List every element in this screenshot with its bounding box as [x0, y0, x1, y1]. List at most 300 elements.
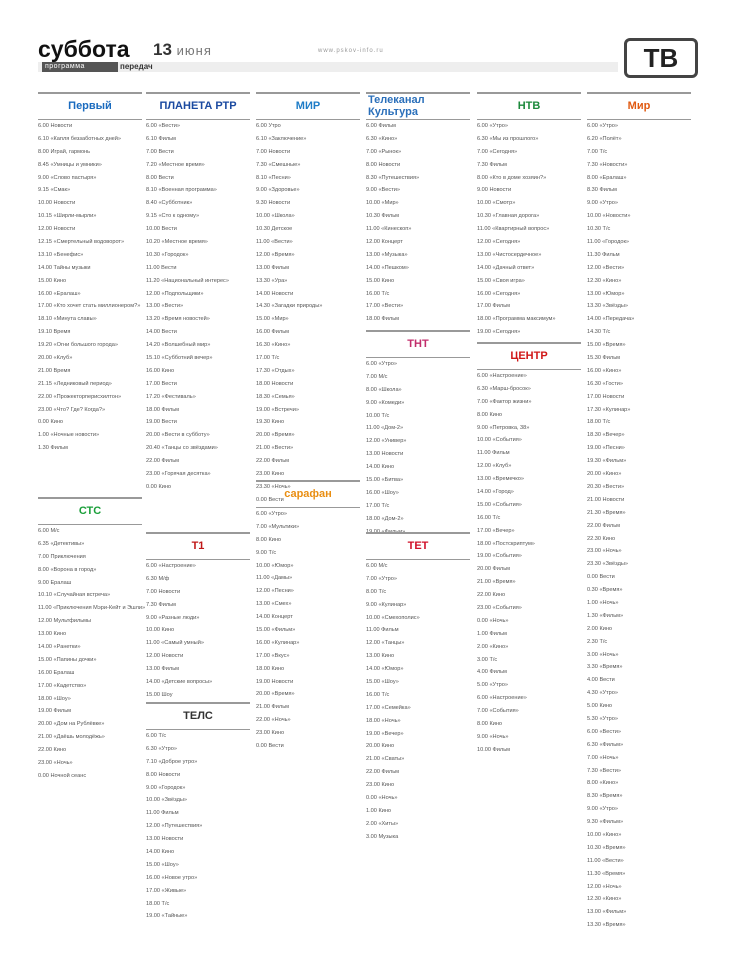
program-item: 17.20 «Фестиваль»: [146, 393, 196, 400]
program-item: 22.00 «Прожекторперисхилтон»: [38, 393, 122, 400]
program-item: 19.00 «Песни»: [587, 445, 625, 452]
channel-logo: ПЛАНЕТА РТР: [159, 100, 237, 112]
program-item: 10.30 «Городок»: [146, 251, 189, 258]
program-item: 20.40 «Танцы со звёздами»: [146, 445, 218, 452]
program-item: 17.00 Новости: [587, 393, 625, 400]
column-rule: [146, 702, 250, 704]
program-list: [477, 122, 581, 342]
program-item: 14.00 Кино: [366, 464, 395, 471]
channel-column: [256, 92, 360, 922]
program-item: 21.15 «Ледниковый период»: [38, 380, 112, 387]
program-item: 14.30 Т/с: [587, 329, 611, 336]
program-item: 13.00 Кино: [366, 653, 395, 660]
program-item: 6.00 «Утро»: [587, 123, 619, 129]
program-item: 6.30 М/ф: [146, 575, 170, 582]
program-item: 13.00 Новости: [366, 451, 404, 458]
program-item: 9.00 «Разные люди»: [146, 614, 200, 621]
program-item: 6.10 Фильм: [146, 135, 176, 142]
program-item: 14.00 Концерт: [256, 614, 293, 621]
column-rule: [477, 369, 581, 370]
column-rule: [587, 92, 691, 94]
date: [153, 40, 212, 60]
program-item: 8.00 «Ворона в город»: [38, 566, 97, 573]
program-item: 17.00 «Вести»: [366, 303, 404, 310]
program-item: 15.30 Фильм: [587, 355, 620, 362]
program-item: 23.00 «Ночь»: [38, 760, 73, 767]
program-item: 14.00 «Передача»: [587, 316, 635, 323]
program-item: 18.00 Фильм: [146, 406, 179, 413]
program-item: 8.00 «Кто в доме хозяин?»: [477, 174, 547, 181]
program-item: 20.30 «Вести»: [587, 483, 625, 490]
program-item: 12.00 «Клуб»: [477, 463, 512, 470]
program-item: 7.00 «Фактор жизни»: [477, 398, 532, 405]
program-item: 21.00 «Время»: [477, 579, 516, 586]
program-item: 23.00 Кино: [256, 730, 285, 737]
column-rule: [256, 119, 360, 120]
program-item: 19.00 «Сегодня»: [477, 329, 521, 336]
program-item: 11.00 Фильм: [366, 627, 399, 634]
channel-column: [146, 92, 250, 922]
program-item: 13.00 «Чистосердечное»: [477, 251, 542, 258]
column-rule: [366, 357, 470, 358]
program-item: 7.30 «Вести»: [587, 767, 621, 774]
program-item: 6.00 «Вести»: [146, 123, 180, 129]
program-item: 8.00 «Ералаш»: [587, 174, 627, 181]
program-item: 1.00 Фильм: [477, 630, 507, 637]
program-item: 3.00 «Ночь»: [587, 651, 619, 658]
program-item: 10.00 Фильм: [477, 746, 510, 753]
program-item: 6.00 «Вести»: [587, 728, 621, 735]
program-item: 9.00 «Вести»: [366, 187, 400, 194]
channel-column: [587, 92, 691, 929]
program-item: 22.00 Кино: [477, 592, 506, 599]
column-rule: [256, 480, 360, 482]
program-item: 13.10 «Бенефис»: [38, 251, 84, 258]
program-item: 11.30 Фильм: [587, 251, 620, 258]
program-item: 22.30 Кино: [587, 535, 616, 542]
program-item: 14.00 Тайны музыки: [38, 264, 91, 271]
program-item: 18.00 «Программа максимум»: [477, 316, 556, 323]
program-item: 10.00 Кино: [146, 627, 175, 634]
program-item: 8.10 «Песни»: [256, 174, 291, 181]
program-item: 23.30 «Ночь»: [256, 483, 291, 490]
program-item: 19.00 «Встречи»: [256, 406, 299, 413]
program-item: 11.00 «Приключения Мэри-Кейт и Эшли»: [38, 605, 146, 612]
program-item: 6.10 «Заключение»: [256, 135, 307, 142]
program-item: 10.10 «Случайная встреча»: [38, 592, 111, 599]
program-item: 16.30 «Кино»: [256, 342, 291, 349]
column-rule: [477, 342, 581, 344]
program-item: 12.00 «Песни»: [256, 588, 294, 595]
program-item: 14.20 «Волшебный мир»: [146, 342, 211, 349]
program-item: 6.00 Т/с: [146, 733, 167, 739]
program-item: 8.00 Кино: [477, 411, 503, 418]
program-item: 4.00 Вести: [587, 677, 615, 684]
program-item: 1.00 «Ночь»: [587, 599, 619, 606]
program-item: 11.00 Фильм: [146, 810, 179, 817]
program-item: 11.30 «Время»: [587, 870, 626, 877]
channel-logo: ЦЕНТР: [510, 350, 548, 362]
program-item: 11.00 «Квартирный вопрос»: [477, 226, 550, 233]
program-item: 14.30 «Загадки природы»: [256, 303, 323, 310]
program-item: 17.00 Т/с: [366, 502, 390, 509]
program-item: 8.00 Новости: [146, 771, 181, 778]
program-item: 7.00 Новости: [146, 588, 181, 595]
channel-logo: Мир: [627, 100, 651, 112]
program-item: 7.00 «Ночь»: [587, 754, 619, 761]
program-item: 9.00 Ералаш: [38, 579, 72, 586]
program-item: 9.30 Новости: [256, 200, 291, 207]
channel-logo: СТС: [78, 505, 102, 517]
column-rule: [38, 119, 142, 120]
program-item: 16.00 «Новое утро»: [146, 874, 198, 881]
program-item: 9.00 Новости: [477, 187, 512, 194]
program-item: 8.00 Вести: [146, 174, 174, 181]
program-item: 10.00 «Смехополис»: [366, 614, 420, 621]
program-item: 20.00 Фильм: [477, 566, 510, 573]
program-list: [146, 122, 250, 542]
program-item: 12.30 «Кино»: [587, 896, 622, 903]
program-item: 12.15 «Смертельный водоворот»: [38, 239, 125, 246]
channel-logo: Телеканал Культура: [368, 94, 425, 118]
program-item: 21.00 Новости: [587, 496, 625, 503]
program-item: 15.00 «Шоу»: [366, 679, 399, 686]
program-item: 15.00 Кино: [366, 277, 395, 284]
program-item: 7.00 Вести: [146, 148, 174, 155]
program-item: 6.00 «Утро»: [477, 123, 509, 129]
program-item: 6.30 «Утро»: [146, 745, 178, 752]
program-item: 14.00 Новости: [256, 290, 294, 297]
program-item: 15.00 Шоу: [146, 691, 173, 698]
program-item: 5.30 «Утро»: [587, 715, 619, 722]
program-item: 11.00 «Кинескоп»: [366, 226, 412, 233]
program-item: 12.00 Новости: [146, 653, 184, 660]
column-rule: [146, 532, 250, 534]
program-item: 18.00 Новости: [256, 380, 294, 387]
program-item: 5.00 Кино: [587, 703, 613, 710]
program-item: 9.00 «Утро»: [587, 806, 619, 813]
channel-logo: ТНТ: [407, 338, 429, 350]
program-item: 10.00 «События»: [477, 437, 522, 444]
program-item: 12.00 «Универ»: [366, 438, 407, 445]
program-item: 0.30 «Время»: [587, 587, 623, 594]
program-item: 6.00 «Настроение»: [146, 563, 196, 569]
program-item: 1.30 Фильм: [38, 445, 68, 452]
program-item: 16.00 Т/с: [366, 290, 390, 297]
program-item: 8.30 «Время»: [587, 793, 623, 800]
program-item: 9.00 «Здоровье»: [256, 187, 300, 194]
column-rule: [146, 92, 250, 94]
program-item: 13.30 «Время»: [587, 922, 626, 929]
program-item: 18.00 Т/с: [146, 900, 170, 907]
date-month: июня: [176, 43, 212, 58]
channel-logo: сарафан: [284, 488, 332, 500]
date-number: 13: [153, 40, 172, 59]
program-item: 10.30 «Время»: [587, 844, 626, 851]
program-item: 15.00 «Мир»: [256, 316, 289, 323]
program-item: 15.10 «Субботний вечер»: [146, 355, 213, 362]
program-item: 4.30 «Утро»: [587, 690, 619, 697]
program-list: [587, 122, 691, 929]
program-item: 13.00 «Юмор»: [587, 290, 625, 297]
program-item: 3.00 Т/с: [477, 656, 498, 663]
program-item: 8.10 «Военная программа»: [146, 187, 217, 194]
program-item: 11.00 «Городок»: [587, 239, 630, 246]
program-item: 17.00 «Вечер»: [477, 527, 515, 534]
program-item: 14.00 «Ранетки»: [38, 644, 81, 651]
program-item: 2.00 Кино: [587, 625, 613, 632]
program-item: 5.00 «Утро»: [477, 682, 509, 689]
program-item: 7.00 Приключения: [38, 553, 86, 560]
program-item: 13.00 «Фильм»: [587, 909, 627, 916]
program-item: 1.00 Кино: [366, 807, 392, 814]
program-item: 8.45 «Умницы и умники»: [38, 161, 102, 168]
program-item: 6.30 «Марш-бросок»: [477, 385, 531, 392]
program-item: 14.00 «Юмор»: [366, 666, 404, 673]
program-list: [477, 372, 581, 942]
program-item: 19.30 Кино: [256, 419, 285, 426]
program-item: 1.30 «Фильм»: [587, 612, 624, 619]
program-item: 9.00 «Петровка, 38»: [477, 424, 530, 431]
program-item: 13.00 «Музыка»: [366, 251, 408, 258]
program-item: 12.00 «Танцы»: [366, 640, 405, 647]
program-item: 16.00 «Кино»: [587, 367, 622, 374]
program-item: 15.00 «Папины дочки»: [38, 656, 97, 663]
column-rule: [38, 497, 142, 499]
program-item: 19.10 Время: [38, 329, 71, 336]
program-item: 12.00 Новости: [38, 226, 76, 233]
program-item: 6.00 «Настроение»: [477, 695, 527, 702]
program-item: 6.20 «Полёт»: [587, 135, 622, 142]
program-item: 22.00 Фильм: [587, 522, 620, 529]
channel-logo: Первый: [68, 100, 112, 112]
program-item: 22.00 Фильм: [366, 769, 399, 776]
program-item: 12.00 «Подпольщики»: [146, 290, 204, 297]
program-item: 18.30 «Вечер»: [587, 432, 625, 439]
program-item: 6.00 М/с: [38, 528, 60, 534]
program-item: 9.00 «Комеди»: [366, 399, 405, 406]
program-item: 7.30 Фильм: [146, 601, 176, 608]
program-item: 10.00 «Юмор»: [256, 562, 294, 569]
program-item: 21.00 Фильм: [256, 704, 289, 711]
program-item: 20.00 «Кино»: [587, 471, 622, 478]
program-item: 10.30 Фильм: [366, 213, 399, 220]
program-list: [366, 360, 470, 550]
program-item: 12.30 «Кино»: [587, 277, 622, 284]
program-item: 21.30 «Время»: [587, 509, 626, 516]
column-rule: [146, 559, 250, 560]
program-item: 1.00 «Ночные новости»: [38, 432, 100, 439]
program-item: 18.10 «Минута славы»: [38, 316, 97, 323]
program-list: [366, 562, 470, 942]
channel-logo: Т1: [191, 540, 205, 552]
program-item: 10.15 «Ширли-мырли»: [38, 213, 97, 220]
program-item: 0.00 «Ночь»: [477, 617, 509, 624]
program-item: 20.00 «Время»: [256, 432, 295, 439]
program-item: 7.00 «Утро»: [366, 575, 398, 582]
program-list: [366, 122, 470, 332]
program-item: 16.00 Фильм: [256, 329, 289, 336]
program-item: 8.30 Фильм: [587, 187, 617, 194]
program-item: 0.00 «Ночь»: [366, 795, 398, 802]
program-item: 16.00 «Шоу»: [366, 489, 399, 496]
program-item: 4.00 Фильм: [477, 669, 507, 676]
column-rule: [366, 532, 470, 534]
program-item: 6.30 «Фильм»: [587, 741, 624, 748]
program-item: 0.00 Вести: [256, 496, 284, 503]
program-item: 10.00 «Школа»: [256, 213, 295, 220]
program-item: 16.00 Кино: [146, 367, 175, 374]
column-rule: [256, 507, 360, 508]
program-item: 11.00 «Дамы»: [256, 575, 293, 582]
program-item: 6.00 «Утро»: [256, 511, 288, 517]
program-item: 8.00 Новости: [366, 161, 401, 168]
page-header: [38, 36, 698, 78]
program-item: 17.00 «Кадетство»: [38, 682, 87, 689]
channel-logo: ТЕЛС: [183, 710, 213, 722]
program-item: 6.30 «Кино»: [366, 135, 398, 142]
program-item: 17.00 Т/с: [256, 355, 280, 362]
program-item: 13.00 Кино: [38, 631, 67, 638]
program-item: 0.00 Кино: [146, 483, 172, 490]
program-item: 16.00 «Кулинар»: [256, 639, 300, 646]
program-item: 21.00 «Вести»: [256, 445, 294, 452]
program-item: 12.00 «Путешествия»: [146, 823, 203, 830]
program-list: [38, 122, 142, 492]
program-item: 12.00 Концерт: [366, 239, 403, 246]
program-item: 23.00 Кино: [366, 782, 395, 789]
program-item: 7.00 М/с: [366, 373, 388, 380]
program-item: 7.30 «Смешные»: [256, 161, 301, 168]
section-bar: [38, 62, 618, 72]
channel-logo: НТВ: [517, 100, 541, 112]
program-item: 0.00 Кино: [38, 419, 64, 426]
program-item: 11.00 «Самый умный»: [146, 640, 204, 647]
program-item: 16.00 «Ералаш»: [38, 290, 81, 297]
section-label: программа: [42, 62, 118, 72]
program-item: 20.00 Кино: [366, 743, 395, 750]
program-item: 10.30 Детское: [256, 226, 293, 233]
program-item: 21.00 «Сваты»: [366, 756, 405, 763]
program-item: 6.00 «Утро»: [366, 361, 398, 367]
program-item: 22.00 Кино: [38, 747, 67, 754]
column-rule: [477, 119, 581, 120]
program-item: 13.20 «Время новостей»: [146, 316, 210, 323]
program-item: 17.00 «Вкус»: [256, 652, 290, 659]
program-item: 22.00 Фильм: [256, 458, 289, 465]
program-item: 10.00 Новости: [38, 200, 76, 207]
program-item: 7.10 «Доброе утро»: [146, 758, 198, 765]
column-rule: [38, 92, 142, 94]
program-item: 20.00 «Клуб»: [38, 355, 73, 362]
program-item: 7.20 «Местное время»: [146, 161, 205, 168]
site-url: www.pskov-info.ru: [318, 48, 384, 54]
program-item: 17.30 «Отдых»: [256, 367, 295, 374]
program-item: 11.00 Фильм: [477, 450, 510, 457]
program-item: 17.00 Вести: [146, 380, 177, 387]
program-item: 16.30 «Гости»: [587, 380, 624, 387]
program-item: 10.00 Т/с: [366, 412, 390, 419]
program-item: 10.30 Т/с: [587, 226, 611, 233]
program-item: 11.00 Вести: [146, 264, 177, 271]
program-item: 0.00 Вести: [256, 743, 284, 750]
program-item: 14.00 «Детские вопросы»: [146, 679, 213, 686]
column-rule: [477, 92, 581, 94]
program-item: 8.00 Кино: [477, 721, 503, 728]
program-item: 15.00 Кино: [38, 277, 67, 284]
program-item: 7.00 Т/с: [587, 148, 608, 155]
program-item: 10.30 «Главная дорога»: [477, 213, 540, 220]
program-item: 9.00 «Городок»: [146, 784, 186, 791]
program-item: 9.00 «Утро»: [587, 200, 619, 207]
program-item: 14.00 «Пешком»: [366, 264, 409, 271]
program-item: 12.00 Мультфильмы: [38, 618, 92, 625]
program-item: 15.00 «Время»: [587, 342, 626, 349]
program-item: 10.20 «Местное время»: [146, 239, 208, 246]
program-item: 7.00 «Сегодня»: [477, 148, 518, 155]
program-item: 11.00 «Вести»: [256, 239, 293, 246]
program-item: 14.00 «Город»: [477, 489, 514, 496]
program-item: 6.00 Новости: [38, 123, 73, 129]
program-item: 8.00 Играй, гармонь: [38, 148, 91, 155]
day-title: суббота: [38, 36, 130, 62]
program-item: 19.00 Фильм: [38, 708, 71, 715]
column-rule: [146, 119, 250, 120]
program-item: 18.30 «Семья»: [256, 393, 295, 400]
program-item: 17.00 Фильм: [477, 303, 510, 310]
program-item: 19.00 «События»: [477, 553, 522, 560]
program-item: 8.00 Т/с: [366, 588, 387, 595]
program-item: 18.00 Т/с: [587, 419, 611, 426]
program-item: 19.20 «Огни большого города»: [38, 342, 118, 349]
program-item: 18.00 «Дом-2»: [366, 515, 404, 522]
program-item: 18.00 «Постскриптум»: [477, 540, 535, 547]
program-item: 15.00 «Фильм»: [256, 627, 296, 634]
section-title: передач: [120, 62, 153, 71]
program-item: 9.00 «Слово пастыря»: [38, 174, 97, 181]
program-item: 7.00 «События»: [477, 708, 519, 715]
program-item: 9.15 «Сто к одному»: [146, 213, 200, 220]
program-item: 17.00 «Кто хочет стать миллионером?»: [38, 303, 141, 310]
program-item: 9.00 «Ночь»: [477, 733, 509, 740]
program-item: 6.00 Фильм: [366, 123, 396, 129]
program-item: 10.00 «Звёзды»: [146, 797, 187, 804]
program-item: 6.00 «Настроение»: [477, 373, 527, 379]
program-item: 2.00 «Хиты»: [366, 820, 399, 827]
program-item: 23.00 «События»: [477, 605, 522, 612]
channel-column: [366, 92, 470, 922]
program-item: 19.00 «Тайные»: [146, 913, 188, 920]
program-item: 14.00 Кино: [146, 849, 175, 856]
program-item: 7.30 Фильм: [477, 161, 507, 168]
program-item: 7.30 «Новости»: [587, 161, 628, 168]
program-item: 6.00 Утро: [256, 123, 281, 129]
program-item: 7.00 Новости: [256, 148, 291, 155]
program-item: 20.00 «Время»: [256, 691, 295, 698]
program-item: 8.00 Кино: [256, 536, 282, 543]
column-rule: [146, 729, 250, 730]
program-item: 17.30 «Кулинар»: [587, 406, 631, 413]
program-item: 0.00 Вести: [587, 574, 615, 581]
program-item: 15.00 «События»: [477, 501, 522, 508]
program-item: 14.00 «Дачный ответ»: [477, 264, 535, 271]
program-item: 10.00 «Смотр»: [477, 200, 516, 207]
program-item: 17.00 «Живые»: [146, 887, 187, 894]
program-item: 22.00 Фильм: [146, 458, 179, 465]
program-item: 8.40 «Субботник»: [146, 200, 193, 207]
program-item: 0.00 Ночной сеанс: [38, 772, 87, 779]
program-item: 10.00 «Мир»: [366, 200, 399, 207]
